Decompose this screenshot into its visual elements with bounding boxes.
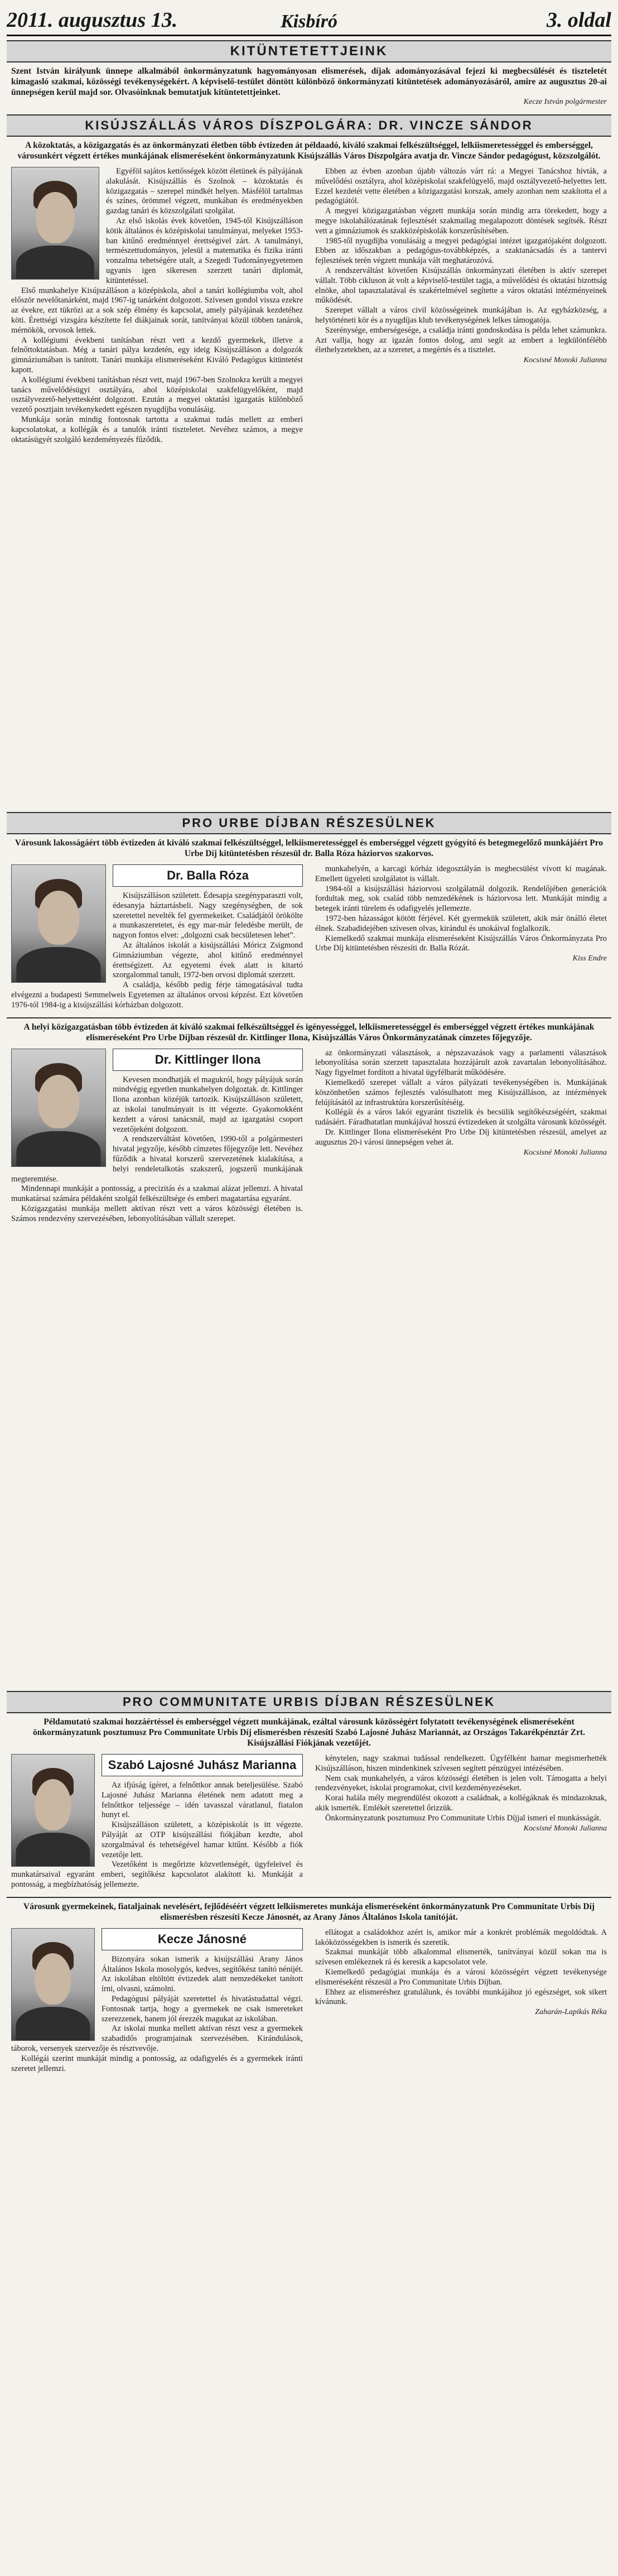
paragraph: Ebben az évben azonban újabb változás várt rá: a Megyei Tanácshoz hívták, a művelődési osztályra, ahol középiskolai szakfelügyelő, majd osztályvezető-helyettes lett. Ezzel kezdetét vette életében a közigazgatási korszak, amely azonban nem szakította el a pedagógiától. xyxy=(315,167,607,206)
article-balla xyxy=(7,864,611,1011)
paragraph: Kiemelkedő pedagógiai munkája és a városi közösségért végzett tevékenysége elismeréseként részesül a Pro Communitate Urbis Díjban. xyxy=(315,1967,607,1987)
paragraph: Pedagógusi pályáját szeretettel és hivatástudattal végzi. Fontosnak tartja, hogy a gyermekek ne csak ismereteket szerezzenek, hanem jól érezzék magukat az iskolában. xyxy=(102,1994,303,2024)
article-column-1 xyxy=(11,1049,303,1224)
paragraph: Kisújszálláson született. Édesapja szegényparaszti volt, édesanyja háztartásbeli. Nagy szegénységben, de sok szeretettel nevelték fel gyermekeiket. Családjától örökölte a munkaszeretetet, és egy mar-már feledésbe merült, de nagyon fontos elvet: „dolgozni csak becsületesen lehet”. xyxy=(113,891,303,940)
section-title: PRO URBE DÍJBAN RÉSZESÜLNEK xyxy=(7,812,611,834)
paragraph: Első munkahelye Kisújszálláson a középiskola, ahol a tanári kollégiumba volt, ahol először nevelőtanárként, majd 1967-ig tanárként dolgozott. Szívesen gondol vissza ezekre az évekre, ezt tükrözi az a sok szép élmény és kapcsolat, amely pályájának kezdetéhez köti. Érettségi vizsgára készítette fel diákjainak sorát, tanítványai közül többen tanárok, mérnökök, orvosok lettek. xyxy=(11,286,303,335)
paragraph: kénytelen, nagy szakmai tudással rendelkezett. Ügyfélként hamar megismerhették Kisújszálláson, hiszen mindenkinek szívesen segített pénzügyei intézésében. xyxy=(315,1754,607,1773)
masthead xyxy=(7,0,611,36)
section-diszpolgar xyxy=(7,114,611,445)
paragraph: Kiemelkedő szakmai munkája elismeréseként Kisújszállás Város Önkormányzata Pro Urbe Díj kitüntetésben részesíti dr. Balla Rózát. xyxy=(315,934,607,953)
paragraph: A rendszerváltást követően Kisújszállás önkormányzati életében is aktív szerepet vállalt. Több cikluson át volt a képviselő-testület tagja, a művelődési és oktatási bizottság elnöke, ahol tapasztalatával és szakértelmével segítette a város oktatási intézményeinek működését. xyxy=(315,266,607,305)
person-name: Kecze Jánosné xyxy=(102,1928,303,1950)
article-column-1 xyxy=(11,1754,303,1890)
issue-date: 2011. augusztus 13. xyxy=(7,8,178,32)
paragraph: az önkormányzati választások, a népszavazások vagy a parlamenti választások lebonyolítása során szerzett tapasztalata hozzájárult azok zavartalan lebonyolításához. Nagy figyelmet fordított a hivatal ügyfélbarát működésére. xyxy=(315,1048,607,1078)
portrait-photo xyxy=(11,1754,95,1867)
article-column-1 xyxy=(11,167,303,445)
article-column-2 xyxy=(315,1049,607,1224)
signature: Kocsisné Monoki Julianna xyxy=(523,1148,607,1157)
section-title: PRO COMMUNITATE URBIS DÍJBAN RÉSZESÜLNEK xyxy=(7,1691,611,1713)
signature: Kiss Endre xyxy=(572,954,607,963)
paragraph: A kollégiumi évekbeni tanításban részt vett a kezdő gyermekek, illetve a felnőttoktatásban. Még a tanári pálya kezdetén, egy ideig Kisújszálláson a dolgozók gimnáziumában is tanított. Tanári munkája elismeréseként Kiváló Pedagógus kitüntetést kapott. xyxy=(11,335,303,374)
article-kittlinger xyxy=(7,1049,611,1224)
paragraph: A megyei közigazgatásban végzett munkája során mindig arra törekedett, hogy a megye iskolahálózatának fejlesztését szakmailag megalapozott döntések segítsék. Részt vett a gimnáziumok és szakközépiskolák korszerűsítésében. xyxy=(315,206,607,236)
paragraph: munkahelyén, a karcagi kórház idegosztályán is megbecsülést vívott ki magának. Emellett ügyeleti szolgálatot is vállalt. xyxy=(315,864,607,883)
paragraph: 1984-től a kisújszállási háziorvosi szolgálatnál dolgozik. Rendelőjében generációk fordultak meg, sok család több nemzedékének is háziorvosa lett. Munkáját mindig a betegek iránti türelem és odafigyelés jellemezte. xyxy=(315,884,607,914)
paragraph: Közigazgatási munkája mellett aktívan részt vett a város közösségi életében is. Számos rendezvény szervezésében, lebonyolításában vállalt szerepet. xyxy=(11,1204,303,1223)
person-name: Dr. Kittlinger Ilona xyxy=(113,1049,303,1071)
article-column-1 xyxy=(11,864,303,1011)
paragraph: Az első iskolás évek követően, 1945-től Kisújszálláson kötik általános és középiskolai tanulmányai, melyeket 1953-ban kitűnő eredménnyel érettségivel zárt. A tanulmányi, természettudományos, jelesül a matematika és fizika iránti vonzalma tehetségére utalt, a Szegedi Tudományegyetemen ugyanis igen sikeresen szerzett tanári diplomát, kitüntetéssel. xyxy=(106,216,303,285)
paragraph: 1972-ben házasságot kötött férjével. Két gyermekük született, akik már önálló életet élnek. Szabadidejében szívesen olvas, kirándul és unokáival foglalkozik. xyxy=(315,914,607,933)
article-column-2 xyxy=(315,864,607,1011)
paragraph: Önkormányzatunk posztumusz Pro Communitate Urbis Díjjal ismeri el munkásságát. xyxy=(325,1813,601,1823)
article-kecze xyxy=(7,1928,611,2074)
paragraph: Mindennapi munkáját a pontosság, a precizitás és a szakmai alázat jellemzi. A hivatal munkatársai számára példaként szolgál felkészültsége és emberi magatartása egyaránt. xyxy=(11,1184,303,1204)
article-szabo xyxy=(7,1754,611,1890)
paragraph: Egyéföl sajátos kettősségek között életünek és pályájának alakulását. Kisújszállás és Szolnok – közoktatás és közigazgatás – szerepel mindkét helyen. Másfélöl tartalmas és színes, örömmel végzett, munkában és eredményekben gazdag tanári és közszolgálati szolgálat. xyxy=(106,167,303,216)
portrait-block xyxy=(11,1049,106,1167)
article-column-2 xyxy=(315,167,607,445)
signature: Kocsisné Monoki Julianna xyxy=(523,1824,607,1833)
signature: Kocsisné Monoki Julianna xyxy=(523,356,607,365)
portrait-photo xyxy=(11,864,106,983)
person-name: Szabó Lajosné Juhász Marianna xyxy=(102,1754,303,1776)
signature: Kecze István polgármester xyxy=(523,98,607,106)
portrait-block xyxy=(11,1754,95,1867)
signature: Zaharán-Lapikás Réka xyxy=(535,2008,607,2017)
paragraph: A kollégiumi évekbeni tanításban részt vett, majd 1967-ben Szolnokra került a megyei tanács művelődésügyi osztályára, ahol középiskolai szakfelügyelőként, majd osztályvezető-helyettesként dolgozott. Ezután a megyei oktatási igazgatás különböző vezető posztjain tevékenykedett egészen nyugdíjba vonulásáig. xyxy=(11,375,303,415)
paragraph: A rendszerváltást követően, 1990-től a polgármesteri hivatal jegyzője, később címzetes főjegyzője lett. Nevéhez fűződik a hivatal korszerű szervezetének kialakítása, a helyi rendeletalkotás szakszerű, jogszerű munkájának megteremtése. xyxy=(11,1135,303,1184)
section-title: KISÚJSZÁLLÁS VÁROS DÍSZPOLGÁRA: DR. VINCZE SÁNDOR xyxy=(7,114,611,137)
paragraph: Bizonyára sokan ismerik a kisújszállási Arany János Általános Iskola mosolygós, kedves, segítőkész tanító nénijét. Az iskolában eltöltött évtizedek alatt nemzedékeket tanított írni, olvasni, számolni. xyxy=(102,1954,303,1994)
article-column-2 xyxy=(315,1928,607,2074)
portrait-photo xyxy=(11,1049,106,1167)
paragraph: Ehhez az elismeréshez gratulálunk, és további munkájához jó egészséget, sok sikert kívánunk. xyxy=(315,1987,607,2007)
paragraph: Vezetőként is megőrizte közvetlenségét, ügyfeleivel és munkatársaival egyaránt emberi, segítőkész kapcsolatot alakított ki. Munkáját a pontosság, a megbízhatóság jellemezte. xyxy=(11,1860,303,1889)
paragraph: ellátogat a családokhoz azért is, amikor már a konkrét problémák megoldódtak. A lakóközösségekben is ismerik és szeretik. xyxy=(315,1928,607,1947)
portrait-photo xyxy=(11,1928,95,2041)
section-intro: Városunk gyermekeinek, fiataljainak nevelésért, fejlődéséért végzett lelkiismeretes munkája elismeréseként önkormányzatunk Pro Communitate Urbis Díj elismerésben részesíti Kecze Jánosnét, az Arany János Általános Iskola tanítóját. xyxy=(23,1901,595,1922)
article-columns xyxy=(7,167,611,445)
article-column-1 xyxy=(11,1928,303,2074)
paragraph: Szakmai munkáját több alkalommal elismerték, tanítványai közül sokan ma is szívesen emlékeznek rá és keresik a kapcsolatot vele. xyxy=(315,1948,607,1967)
paragraph: Kollégái és a város lakói egyaránt tisztelik és becsülik segítőkészségéért, szakmai tudásáért. Fáradhatatlan munkájával hosszú évtizedeken át szolgálta városunk közösségét. xyxy=(315,1108,607,1127)
section-pro-communitate-urbis xyxy=(7,1691,611,2074)
paragraph: Szerepet vállalt a város civil közösségeinek munkájában is. Az egyházközség, a helytörténeti kör és a nyugdíjas klub tevékenységének lelkes támogatója. xyxy=(315,306,607,325)
paragraph: Munkája során mindig fontosnak tartotta a szakmai tudás mellett az emberi kapcsolatokat, a kollégák és a tanulók iránti tiszteletet. Nevéhez számos, a megye oktatásügyét szolgáló kezdeményezés fűződik. xyxy=(11,415,303,444)
portrait-block xyxy=(11,1928,95,2041)
paragraph: Az iskolai munka mellett aktívan részt vesz a gyermekek szabadidős programjainak szervezésében. Kirándulások, táborok, versenyek szervezője és résztvevője. xyxy=(11,2024,303,2053)
page-number: 3. oldal xyxy=(546,8,611,32)
paragraph: Dr. Kittlinger Ilona elismeréseként Pro Urbe Díj kitüntetésben részesül, amelyet az augusztus 20-i városi ünnepségen vehet át. xyxy=(315,1127,607,1147)
section-intro: A helyi közigazgatásban több évtizeden át kiváló szakmai felkészültséggel és igényességgel, lelkiismeretességgel és emberséggel végzett értékes munkájának elismeréseként Pro Urbe Díjban részesül dr. Kittlinger Ilona, Kisújszállás Város Önkormányzatának címzetes főjegyzője. xyxy=(23,1022,595,1042)
paragraph: Kiemelkedő szerepet vállalt a város pályázati tevékenységében is. Munkájának köszönhetően számos fejlesztés valósulhatott meg Kisújszálláson, az intézmények felújításától az infrastruktúra korszerűsítéséig. xyxy=(315,1078,607,1107)
portrait-photo xyxy=(11,167,99,280)
portrait-block xyxy=(11,864,106,983)
section-kituntetettjeink xyxy=(7,40,611,107)
article-column-2 xyxy=(315,1754,607,1890)
paragraph: Kevesen mondhatják el magukról, hogy pályájuk során mindvégig egyetlen munkahelyen dolgoztak. dr. Kittlinger Ilona azonban közéjük tartozik. Kisújszálláson született, az iskolai tanulmányait is itt végezte. Gyakornokként kezdett a városi tanácsnál, majd az igazgatási csoport vezetőjeként dolgozott. xyxy=(113,1075,303,1134)
section-pro-urbe xyxy=(7,812,611,1224)
person-name: Dr. Balla Róza xyxy=(113,864,303,887)
paragraph: Korai halála mély megrendülést okozott a családnak, a kollégáknak és mindazoknak, akik ismerték. Emlékét szeretettel őrizzük. xyxy=(315,1794,607,1813)
section-intro: Városunk lakosságáért több évtizeden át kiváló szakmai felkészültséggel, lelkiismeretességgel és emberséggel végzett gyógyító és betegmegelőző munkájáért Pro Urbe Díj kitüntetésben részesül dr. Balla Róza háziorvos szakorvos. xyxy=(15,838,603,858)
section-intro: Példamutató szakmai hozzáértéssel és emberséggel végzett munkájának, ezáltal városunk közösségért folytatott tevékenységének elismeréseként önkormányzatunk posztumusz Pro Communitate Urbis Díj elismerésben részesíti Szabó Lajosné Juhász Mariannát, az Országos Takarékpénztár Zrt. Kisújszállási Fiókjának vezetőjét. xyxy=(32,1717,586,1748)
paragraph: Szerénysége, emberségesége, a családja iránti gondoskodása is példa lehet számunkra. Azt vallja, hogy az igazán fontos dolog, ami segít az embert a legkülönfélébb élethelyzetekben, az a szeretet, a megértés és a tisztelet. xyxy=(315,325,607,355)
section-title: KITÜNTETETTJEINK xyxy=(7,40,611,63)
paragraph: Kisújszálláson született, a középiskolát is itt végezte. Pályáját az OTP kisújszállási fiókjában kezdte, ahol szorgalmával és tehetségével hamar kitűnt. Később a fiók vezetője lett. xyxy=(102,1820,303,1859)
paragraph: Az általános iskolát a kisújszállási Móricz Zsigmond Gimnáziumban végezte, ahol kitűnő eredménnyel érettségizett. Az egyetemi évek alatt is kitartó szorgalommal tanult, 1972-ben orvosi diplomát szerzett. xyxy=(113,940,303,980)
paragraph: Kollégái szerint munkáját mindig a pontosság, az odafigyelés és a gyermekek iránti szeretet jellemzi. xyxy=(11,2054,303,2073)
paragraph: Az ifjúság ígéret, a felnőttkor annak beteljesülése. Szabó Lajosné Juhász Marianna életének nem adatott meg a felnőttkor teljessége – idén tavasszal váratlanul, fiatalon hunyt el. xyxy=(102,1781,303,1820)
paragraph: 1985-től nyugdíjba vonulásáig a megyei pedagógiai intézet igazgatójaként dolgozott. Ebben az időszakban a pedagógus-továbbképzés, a szaktanácsadás és a tantervi fejlesztések terén végzett munkája vált meghatározóvá. xyxy=(315,236,607,266)
paragraph: A családja, később pedig férje támogatásával tudta elvégezni a budapesti Semmelweis Egyetemen az általános orvosi képzést. Ezt követően 1976-tól 1984-ig a kisújszállási kórházban dolgozott. xyxy=(11,981,303,1010)
section-intro: Szent István királyunk ünnepe alkalmából önkormányzatunk hagyományosan elismerések, díjak adományozásával fejezi ki megbecsülését és tiszteletét kimagasló szakmai, közösségi tevékenységekért. A képviselő-testület döntött különböző önkormányzati kitüntetések adományozásáról, amire az augusztus 20-ai ünnepségen kerül majd sor. Olvasóinknak bemutatjuk kitüntetettjeinket. xyxy=(11,66,607,97)
section-intro: A közoktatás, a közigazgatás és az önkormányzati életben több évtizeden át példaadó, kiváló szakmai felkészültséggel, lelkiismeretességgel és emberséggel, városunkért végzett értékes munkájának elismeréseként önkormányzatunk Kisújszállás Város Díszpolgára avatja dr. Vincze Sándor pedagógust, közszolgálót. xyxy=(17,141,601,161)
paper-name: Kisbíró xyxy=(280,11,338,32)
paragraph: Nem csak munkahelyén, a város közösségi életében is jelen volt. Támogatta a helyi rendezvényeket, iskolai programokat, civil kezdeményezéseket. xyxy=(315,1774,607,1793)
